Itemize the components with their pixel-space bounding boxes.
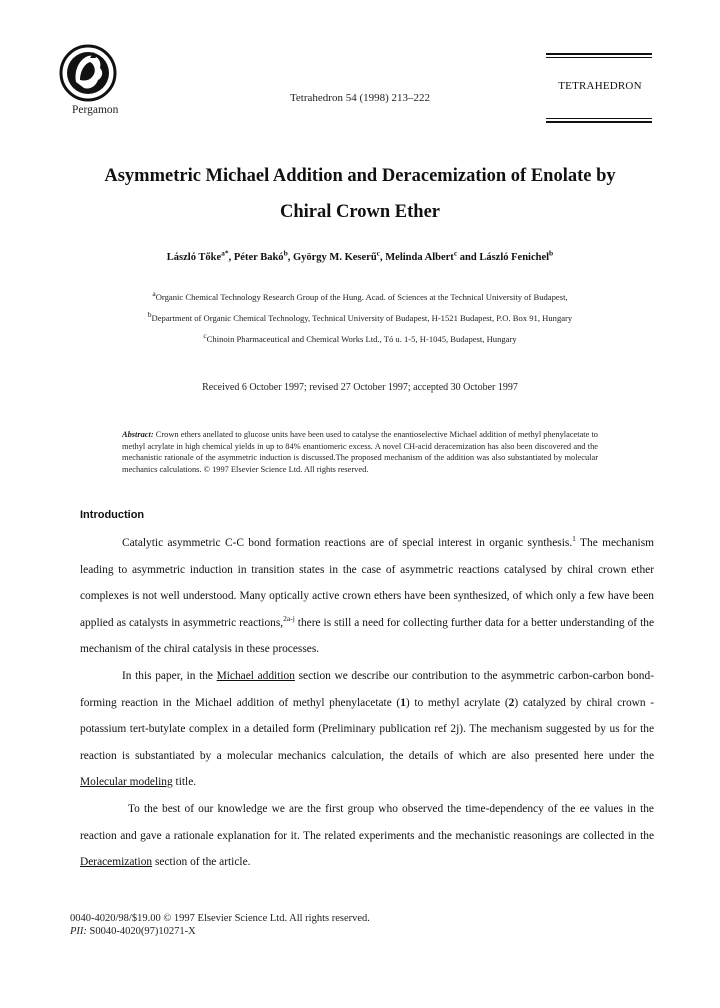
author-separator: , [380, 252, 386, 263]
header-rule [546, 57, 652, 58]
article-title-line: Chiral Crown Ether [280, 202, 440, 222]
paragraph-text: ) catalyzed by chiral crown - potassium tert-butylate complex in a detailed form (Preliminary publication ref 2j). The mechanism suggested by us for the reaction is substantiated by a molecular mechanics calculation, the details of which are also presented here under the [80, 696, 655, 762]
author-separator: , [287, 252, 293, 263]
paragraph-text: title. [172, 776, 197, 789]
section-link-molecular-modeling[interactable]: Molecular modeling [80, 776, 173, 789]
reference-mark: 2a-j [283, 613, 295, 623]
footer [70, 912, 370, 938]
header-rule [546, 53, 652, 55]
received-dates: Received 6 October 1997; revised 27 October 1997; accepted 30 October 1997 [202, 382, 518, 393]
header-rule [546, 121, 652, 123]
pii-value: S0040-4020(97)10271-X [86, 926, 196, 937]
affiliation-mark: a [152, 289, 156, 299]
author-separator: and [457, 252, 480, 263]
journal-name: TETRAHEDRON [558, 80, 642, 92]
author-name: László Fenichel [479, 252, 550, 263]
affiliation-mark: b [147, 310, 152, 320]
author-affiliation-mark: c [453, 248, 458, 258]
author-separator: , [228, 252, 234, 263]
header-rule [546, 118, 652, 119]
author-affiliation-mark: c [376, 248, 381, 258]
pii-line [70, 925, 370, 938]
section-link-michael-addition[interactable]: Michael addition [216, 669, 295, 682]
compound-number: 2 [508, 696, 515, 709]
reference-mark: 1 [572, 534, 576, 544]
section-link-deracemization[interactable]: Deracemization [80, 856, 153, 869]
author-name: György M. Keserű [292, 252, 377, 263]
paragraph-text: To the best of our knowledge we are the first group who observed the time-dependency of the ee values in the reaction and gave a rationale explanation for it. The related experiments and the mechanistic reasonings are collected in the [80, 802, 654, 842]
paragraph-text: section of the article. [152, 856, 251, 869]
journal-citation: Tetrahedron 54 (1998) 213–222 [289, 92, 431, 104]
abstract [122, 429, 598, 475]
paragraph-text: Catalytic asymmetric C-C bond formation reactions are of special interest in organic synthesis. [122, 537, 573, 549]
article-title [80, 158, 640, 230]
body-text [80, 530, 654, 876]
author-affiliation-mark: a* [221, 248, 229, 258]
paragraph-text: In this paper, in the [122, 669, 217, 682]
paragraph-text: section we describe our contribution to the asymmetric carbon-carbon bond-forming reaction in the Michael addition of methyl phenylacetate ( [80, 669, 654, 709]
paragraph [80, 530, 654, 663]
affiliation-text: Department of Organic Chemical Technology, Technical University of Budapest, H-1521 Budapest, P.O. Box 91, Hungary [151, 313, 573, 323]
abstract-text: Crown ethers anellated to glucose units have been used to catalyse the enantioselective Michael addition of methyl phenylacetate to methyl acrylate in high chemical yields in up to 84% enantiomeric excess. A novel CH-acid deracemization has also been discovered and the mechanistic rationale of the asymmetric induction is discussed.The proposed mechanism of the addition was also substantiated by molecular mechanics calculations. © 1997 Elsevier Science Ltd. All rights reserved. [122, 430, 598, 474]
compound-number: 1 [400, 696, 406, 709]
affiliation-text: Organic Chemical Technology Research Group of the Hung. Acad. of Sciences at the Technical University of Budapest, [155, 292, 568, 302]
paragraph [80, 663, 654, 796]
author-name: László Tőke [166, 252, 222, 263]
affiliation [40, 289, 680, 302]
affiliation [40, 310, 680, 323]
pii-label: PII: [70, 926, 87, 937]
author-affiliation-mark: b [283, 248, 288, 258]
abstract-label: Abstract: [122, 430, 154, 439]
author-list [40, 248, 680, 263]
author-affiliation-mark: b [549, 248, 554, 258]
section-heading-introduction: Introduction [80, 509, 145, 521]
article-title-line: Asymmetric Michael Addition and Deracemization of Enolate by [104, 166, 616, 186]
copyright-line: 0040-4020/98/$19.00 © 1997 Elsevier Science Ltd. All rights reserved. [70, 913, 370, 924]
affiliation [40, 331, 680, 344]
publisher-name: Pergamon [72, 104, 119, 116]
paragraph-text: there is still a need for collecting further data for a better understanding of the mechanism of the chiral catalysis in these processes. [80, 616, 654, 656]
author-name: Melinda Albert [385, 252, 454, 263]
paragraph-text: ) to methyl acrylate ( [405, 696, 509, 709]
paragraph [80, 796, 654, 876]
author-name: Péter Bakó [233, 252, 284, 263]
affiliation-text: Chinoin Pharmaceutical and Chemical Works Ltd., Tó u. 1-5, H-1045, Budapest, Hungary [206, 334, 517, 344]
affiliation-mark: c [203, 331, 207, 341]
paragraph-text: The mechanism leading to asymmetric induction in transition states in the case of asymmetric reactions catalysed by chiral crown ether complexes is not well understood. Many optically active crown ethers have been synthesized, of which only a few have been applied as catalysts in asymmetric reactions, [80, 537, 654, 629]
